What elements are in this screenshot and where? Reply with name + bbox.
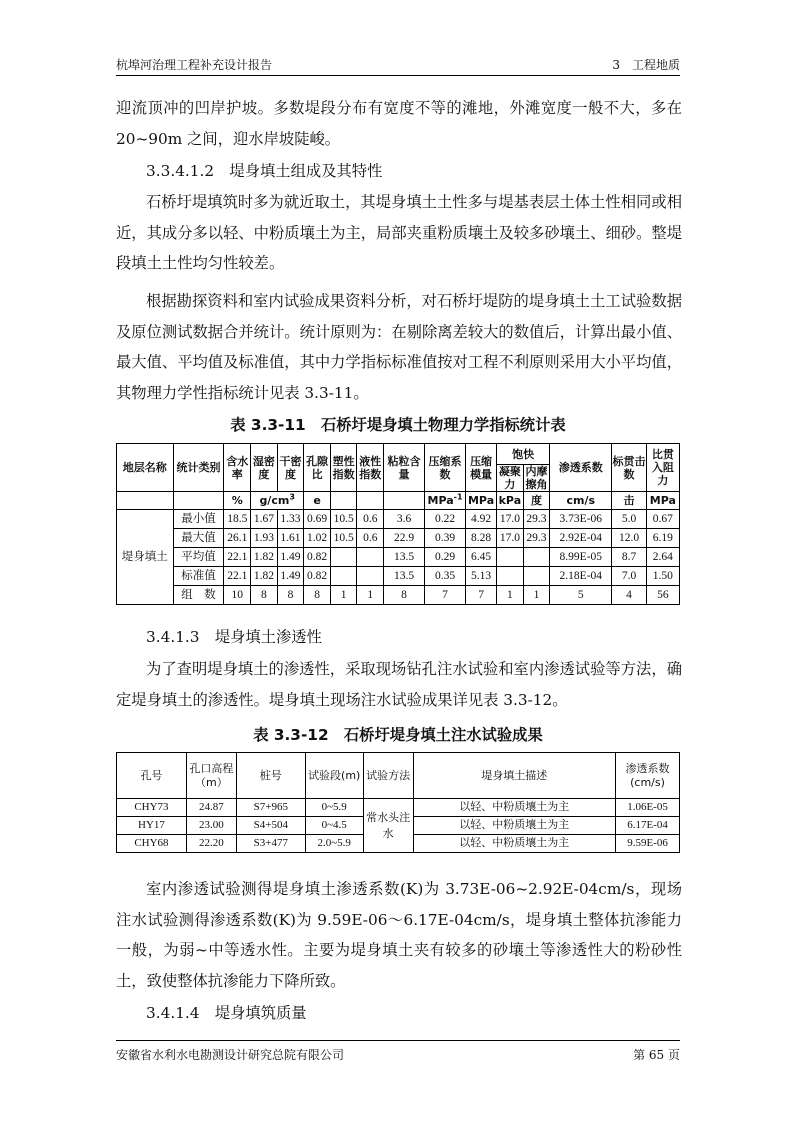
value-cell: [330, 567, 357, 586]
header-dry-density: 干密度: [277, 444, 304, 492]
header-water-content: 含水率: [224, 444, 251, 492]
table-row: [117, 567, 680, 586]
description-cell: 以轻、中粉质壤土为主: [413, 817, 615, 835]
description-cell: 以轻、中粉质壤土为主: [413, 835, 615, 853]
unit-density: [251, 492, 304, 510]
header-saturated-quick: 饱快: [497, 444, 550, 465]
value-cell: 8.99E-05: [550, 548, 612, 567]
stat-cell: 最小值: [173, 510, 224, 529]
header-liquidity-index: 液性指数: [357, 444, 384, 492]
value-cell: 3.73E-06: [550, 510, 612, 529]
value-cell: [497, 548, 524, 567]
value-cell: 1.82: [251, 548, 278, 567]
station-cell: S4+504: [236, 817, 305, 835]
paragraph-3: 根据勘探资料和室内试验成果资料分析，对石桥圩堤防的堤身填土土工试验数据及原位测试数据合并统计。统计原则为：在剔除离差较大的数值后，计算出最小值、最大值、平均值及标准值，其中力学指标标准值按对工程不利原则采用大小平均值，其物理力学性指标统计见表 3.3-11。: [116, 292, 682, 402]
segment-cell: 2.0~5.9: [305, 835, 363, 853]
hole-cell: CHY73: [117, 799, 187, 817]
value-cell: 22.1: [224, 567, 251, 586]
value-cell: 8: [384, 586, 425, 605]
value-cell: 3.6: [384, 510, 425, 529]
value-cell: 1.67: [251, 510, 278, 529]
value-cell: 29.3: [523, 510, 550, 529]
stat-cell: 标准值: [173, 567, 224, 586]
value-cell: 2.18E-04: [550, 567, 612, 586]
value-cell: 22.1: [224, 548, 251, 567]
value-cell: [497, 567, 524, 586]
elevation-cell: 22.20: [186, 835, 236, 853]
unit-e: e: [304, 492, 331, 510]
value-cell: 8: [304, 586, 331, 605]
unit-cms: cm/s: [550, 492, 612, 510]
unit-mpa-inv-sup: -1: [453, 492, 463, 502]
table-3-3-11: [116, 443, 680, 605]
header-spt-blows: 标贯击数: [612, 444, 646, 492]
header-fill-description: 堤身填土描述: [413, 753, 615, 799]
section-heading-3-4-1-3: 3.4.1.3 堤身填土渗透性: [146, 628, 322, 646]
section-heading-3-3-4-1-2: 3.3.4.1.2 堤身填土组成及其特性: [146, 162, 383, 180]
value-cell: 1: [357, 586, 384, 605]
footer-company: 安徽省水利水电勘测设计研究总院有限公司: [116, 1048, 345, 1062]
value-cell: 7: [466, 586, 497, 605]
section-heading-3-4-1-4: 3.4.1.4 堤身填筑质量: [146, 1004, 307, 1022]
value-cell: 17.0: [497, 510, 524, 529]
value-cell: 26.1: [224, 529, 251, 548]
value-cell: 1.02: [304, 529, 331, 548]
header-hole-elevation: 孔口高程（m）: [186, 753, 236, 799]
value-cell: 29.3: [523, 529, 550, 548]
value-cell: [523, 567, 550, 586]
value-cell: 0.67: [646, 510, 679, 529]
header-wet-density: 湿密度: [251, 444, 278, 492]
value-cell: 8.7: [612, 548, 646, 567]
value-cell: 22.9: [384, 529, 425, 548]
value-cell: 0.22: [425, 510, 466, 529]
value-cell: 1.93: [251, 529, 278, 548]
value-cell: 7.0: [612, 567, 646, 586]
value-cell: 56: [646, 586, 679, 605]
permeability-cell: 1.06E-05: [616, 799, 680, 817]
header-cohesion: 凝聚力: [497, 465, 524, 492]
header-test-segment: 试验段(m): [305, 753, 363, 799]
header-test-method: 试验方法: [363, 753, 413, 799]
value-cell: 1.50: [646, 567, 679, 586]
table-3-3-12: [116, 752, 680, 853]
value-cell: 4.92: [466, 510, 497, 529]
unit-percent: %: [224, 492, 251, 510]
unit-blank-5: [384, 492, 425, 510]
value-cell: 12.0: [612, 529, 646, 548]
value-cell: 5.0: [612, 510, 646, 529]
value-cell: [357, 548, 384, 567]
value-cell: 6.19: [646, 529, 679, 548]
elevation-cell: 23.00: [186, 817, 236, 835]
value-cell: 2.92E-04: [550, 529, 612, 548]
value-cell: 0.35: [425, 567, 466, 586]
footer-rule: [116, 1040, 680, 1041]
header-void-ratio: 孔隙比: [304, 444, 331, 492]
value-cell: 17.0: [497, 529, 524, 548]
header-compression-modulus: 压缩模量: [466, 444, 497, 492]
value-cell: [357, 567, 384, 586]
header-compression-coef: 压缩系数: [425, 444, 466, 492]
header-chapter: 3 工程地质: [612, 58, 680, 72]
unit-degree: 度: [523, 492, 550, 510]
unit-blank-3: [330, 492, 357, 510]
value-cell: 0.82: [304, 548, 331, 567]
value-cell: 13.5: [384, 567, 425, 586]
value-cell: 10.5: [330, 529, 357, 548]
value-cell: 1.49: [277, 548, 304, 567]
unit-density-base: g/cm: [259, 494, 290, 507]
unit-blank-4: [357, 492, 384, 510]
table-row: [117, 799, 680, 817]
header-layer-name: 地层名称: [117, 444, 174, 492]
permeability-cell: 6.17E-04: [616, 817, 680, 835]
paragraph-5: 室内渗透试验测得堤身填土渗透系数(K)为 3.73E-06~2.92E-04cm/s，现场注水试验测得渗透系数(K)为 9.59E-06～6.17E-04cm/s，堤身填土整体抗渗能力一般，为弱~中等透水性。主要为堤身填土夹有较多的砂壤土等渗透性大的粉砂性土，致使整体抗渗能力下降所致。: [116, 880, 682, 990]
value-cell: 0.6: [357, 529, 384, 548]
header-title: 杭埠河治理工程补充设计报告: [116, 58, 273, 72]
header-stat-type: 统计类别: [173, 444, 224, 492]
value-cell: 6.45: [466, 548, 497, 567]
header-hole-no: 孔号: [117, 753, 187, 799]
value-cell: 5.13: [466, 567, 497, 586]
value-cell: 1.49: [277, 567, 304, 586]
value-cell: 1.33: [277, 510, 304, 529]
value-cell: 18.5: [224, 510, 251, 529]
table-2-caption: 表 3.3-12 石桥圩堤身填土注水试验成果: [253, 726, 543, 744]
layer-name-cell: 堤身填土: [117, 510, 174, 605]
value-cell: 1: [497, 586, 524, 605]
value-cell: 1: [523, 586, 550, 605]
hole-cell: CHY68: [117, 835, 187, 853]
header-rule: [116, 75, 680, 76]
header-friction-angle: 内摩擦角: [523, 465, 550, 492]
station-cell: S3+477: [236, 835, 305, 853]
unit-mpa-inv-base: MPa: [427, 494, 454, 507]
value-cell: [523, 548, 550, 567]
header-clay-content: 粘粒含量: [384, 444, 425, 492]
unit-blank-1: [117, 492, 174, 510]
header-station: 桩号: [236, 753, 305, 799]
unit-blank-2: [173, 492, 224, 510]
permeability-cell: 9.59E-06: [616, 835, 680, 853]
station-cell: S7+965: [236, 799, 305, 817]
unit-density-sup: 3: [289, 492, 295, 502]
value-cell: 10.5: [330, 510, 357, 529]
value-cell: 2.64: [646, 548, 679, 567]
unit-mpa-inv: [425, 492, 466, 510]
table-row: [117, 510, 680, 529]
value-cell: 1: [330, 586, 357, 605]
table-row: [117, 548, 680, 567]
value-cell: 0.82: [304, 567, 331, 586]
header-permeability: 渗透系数: [550, 444, 612, 492]
unit-mpa: MPa: [466, 492, 497, 510]
value-cell: 8.28: [466, 529, 497, 548]
value-cell: 5: [550, 586, 612, 605]
segment-cell: 0~5.9: [305, 799, 363, 817]
description-cell: 以轻、中粉质壤土为主: [413, 799, 615, 817]
unit-mpa-2: MPa: [646, 492, 679, 510]
value-cell: 13.5: [384, 548, 425, 567]
unit-kpa: kPa: [497, 492, 524, 510]
segment-cell: 0~4.5: [305, 817, 363, 835]
paragraph-4: 为了查明堤身填土的渗透性，采取现场钻孔注水试验和室内渗透试验等方法，确定堤身填土的渗透性。堤身填土现场注水试验成果详见表 3.3-12。: [116, 660, 682, 709]
value-cell: 8: [277, 586, 304, 605]
value-cell: 7: [425, 586, 466, 605]
paragraph-1: 迎流顶冲的凹岸护坡。多数堤段分布有宽度不等的滩地，外滩宽度一般不大，多在 20~90m 之间，迎水岸坡陡峻。: [116, 99, 682, 148]
paragraph-2: 石桥圩堤填筑时多为就近取土，其堤身填土土性多与堤基表层土体土性相同或相近，其成分多以轻、中粉质壤土为主，局部夹重粉质壤土及较多砂壤土、细砂。整堤段填土土性均匀性较差。: [116, 193, 682, 272]
value-cell: 8: [251, 586, 278, 605]
header-cpt-resistance: 比贯入阻力: [646, 444, 679, 492]
table-row: [117, 586, 680, 605]
table-1-caption: 表 3.3-11 石桥圩堤身填土物理力学指标统计表: [230, 416, 566, 434]
value-cell: 0.6: [357, 510, 384, 529]
value-cell: 10: [224, 586, 251, 605]
elevation-cell: 24.87: [186, 799, 236, 817]
header-plasticity-index: 塑性指数: [330, 444, 357, 492]
stat-cell: 组 数: [173, 586, 224, 605]
value-cell: 0.39: [425, 529, 466, 548]
footer-page-number: 第 65 页: [633, 1048, 680, 1062]
stat-cell: 平均值: [173, 548, 224, 567]
value-cell: 1.82: [251, 567, 278, 586]
value-cell: 4: [612, 586, 646, 605]
value-cell: 0.69: [304, 510, 331, 529]
hole-cell: HY17: [117, 817, 187, 835]
unit-blow: 击: [612, 492, 646, 510]
value-cell: [330, 548, 357, 567]
method-cell: 常水头注水: [363, 799, 413, 853]
stat-cell: 最大值: [173, 529, 224, 548]
header-permeability-coef: 渗透系数(cm/s): [616, 753, 680, 799]
table-row: [117, 529, 680, 548]
value-cell: 1.61: [277, 529, 304, 548]
value-cell: 0.29: [425, 548, 466, 567]
